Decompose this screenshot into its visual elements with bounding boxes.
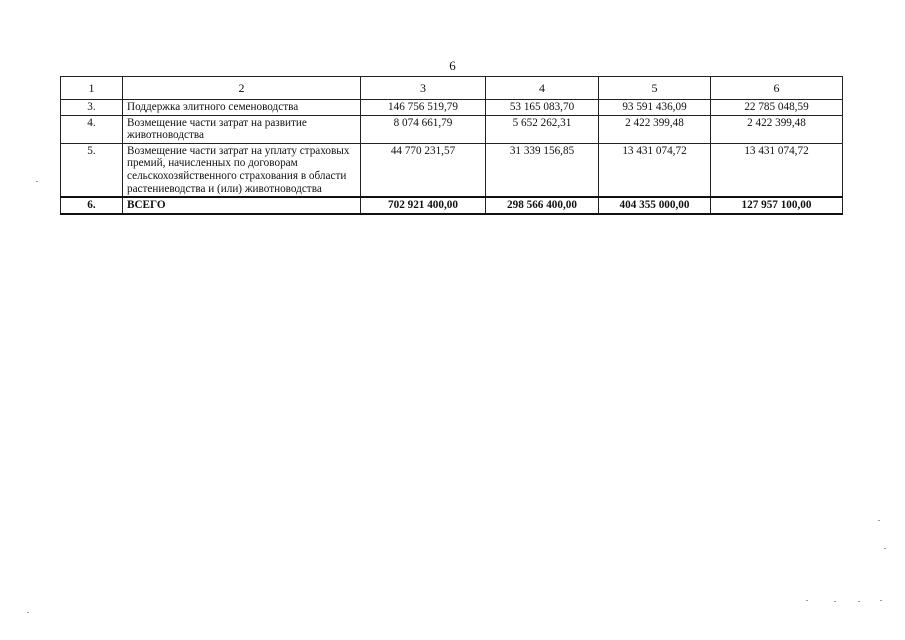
scan-speck [806,600,808,601]
row-value-col3: 8 074 661,79 [361,115,486,143]
column-header-5: 5 [599,77,711,100]
total-value-col5: 404 355 000,00 [599,197,711,214]
row-value-col5: 93 591 436,09 [599,100,711,116]
row-number: 5. [61,143,123,197]
total-label: ВСЕГО [123,197,361,214]
table-row [61,115,843,143]
total-row-number: 6. [61,197,123,214]
row-value-col5: 2 422 399,48 [599,115,711,143]
table-row [61,143,843,197]
scan-speck [27,612,29,613]
scan-speck [880,600,882,601]
column-header-1: 1 [61,77,123,100]
table-row [61,100,843,116]
row-name: Возмещение части затрат на развитие животноводства [123,115,361,143]
row-value-col4: 53 165 083,70 [486,100,599,116]
scan-speck [878,520,880,521]
column-header-4: 4 [486,77,599,100]
row-name: Возмещение части затрат на уплату страховых премий, начисленных по договорам сельскохозяйственного страхования в области растениеводства и (или) животноводства [123,143,361,197]
row-value-col4: 31 339 156,85 [486,143,599,197]
table-total-row [61,197,843,214]
column-header-3: 3 [361,77,486,100]
page-number: 6 [449,58,456,73]
total-value-col4: 298 566 400,00 [486,197,599,214]
table-header-row [61,77,843,100]
row-number: 3. [61,100,123,116]
scan-speck [36,181,38,182]
scan-speck [834,601,836,602]
row-number: 4. [61,115,123,143]
row-value-col6: 13 431 074,72 [711,143,843,197]
row-value-col6: 2 422 399,48 [711,115,843,143]
budget-table [60,76,843,215]
row-value-col5: 13 431 074,72 [599,143,711,197]
row-value-col4: 5 652 262,31 [486,115,599,143]
total-value-col6: 127 957 100,00 [711,197,843,214]
row-value-col3: 44 770 231,57 [361,143,486,197]
column-header-2: 2 [123,77,361,100]
row-value-col3: 146 756 519,79 [361,100,486,116]
row-value-col6: 22 785 048,59 [711,100,843,116]
scan-speck [858,601,860,602]
total-value-col3: 702 921 400,00 [361,197,486,214]
scan-speck [884,548,886,549]
column-header-6: 6 [711,77,843,100]
row-name: Поддержка элитного семеноводства [123,100,361,116]
